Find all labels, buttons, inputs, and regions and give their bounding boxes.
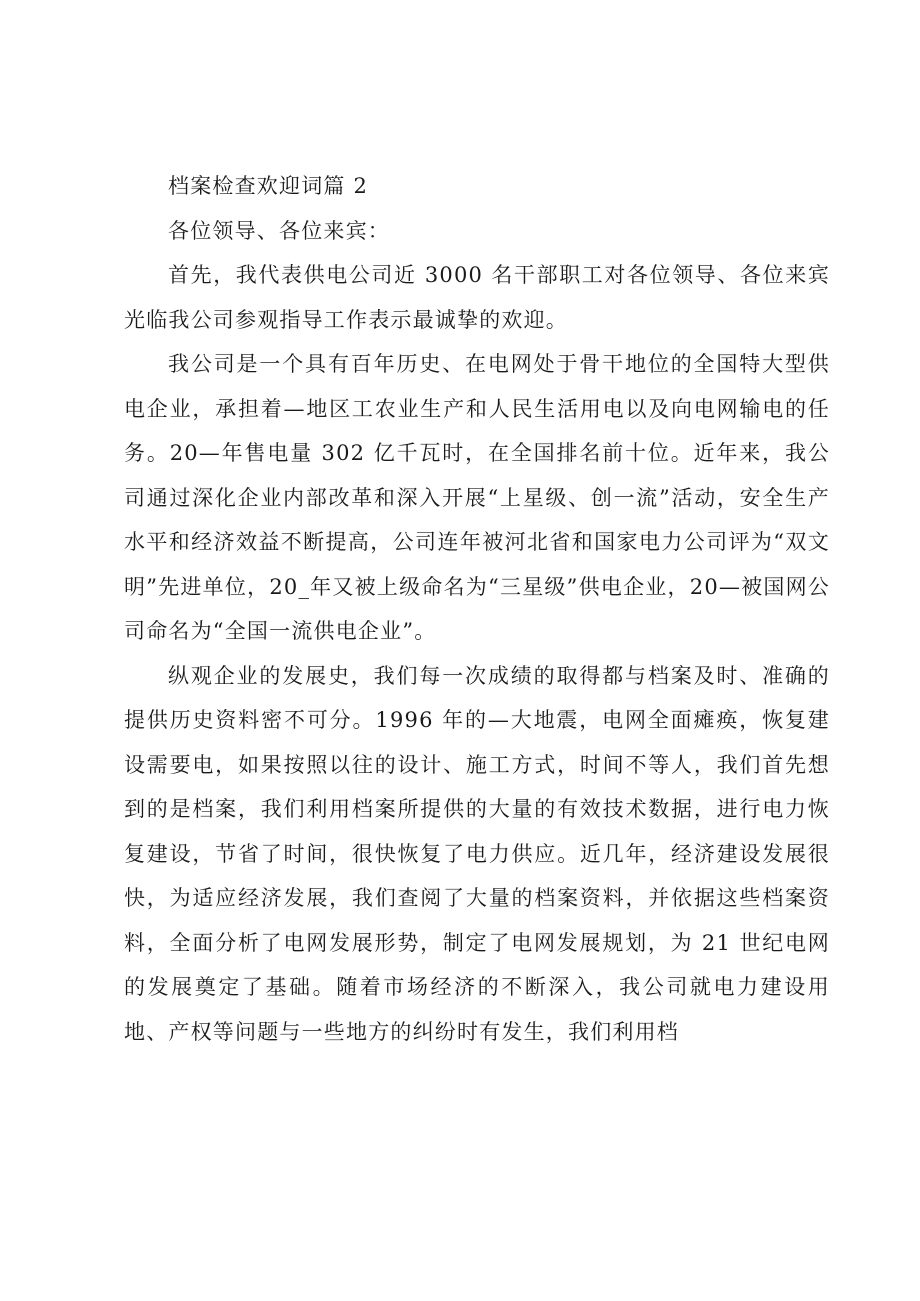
paragraph-welcome: 首先，我代表供电公司近 3000 名干部职工对各位领导、各位来宾光临我公司参观指导工作表示最诚挚的欢迎。 <box>124 263 830 332</box>
paragraph-company-intro: 我公司是一个具有百年历史、在电网处于骨干地位的全国特大型供电企业，承担着—地区工农业生产和人民生活用电以及向电网输电的任务。20—年售电量 302 亿千瓦时，在全国排名前十位。近年来，我公司通过深化企业内部改革和深入开展“上星级、创一流”活动，安全生产水平和经济效益不断提高，公司连年被河北省和国家电力公司评为“双文明”先进单位，20_年又被上级命名为“三星级”供电企业，20—被国网公司命名为“全国一流供电企业”。 <box>124 352 830 643</box>
document-body <box>124 164 830 1054</box>
greeting-line: 各位领导、各位来宾： <box>168 218 390 243</box>
document-title: 档案检查欢迎词篇 2 <box>168 174 369 198</box>
paragraph-archive-history: 纵观企业的发展史，我们每一次成绩的取得都与档案及时、准确的提供历史资料密不可分。1996 年的—大地震，电网全面瘫痪，恢复建设需要电，如果按照以往的设计、施工方式，时间不等人，我们首先想到的是档案，我们利用档案所提供的大量的有效技术数据，进行电力恢复建设，节省了时间，很快恢复了电力供应。近几年，经济建设发展很快，为适应经济发展，我们查阅了大量的档案资料，并依据这些档案资料，全面分析了电网发展形势，制定了电网发展规划，为 21 世纪电网的发展奠定了基础。随着市场经济的不断深入，我公司就电力建设用地、产权等问题与一些地方的纠纷时有发生，我们利用档 <box>124 663 830 1044</box>
